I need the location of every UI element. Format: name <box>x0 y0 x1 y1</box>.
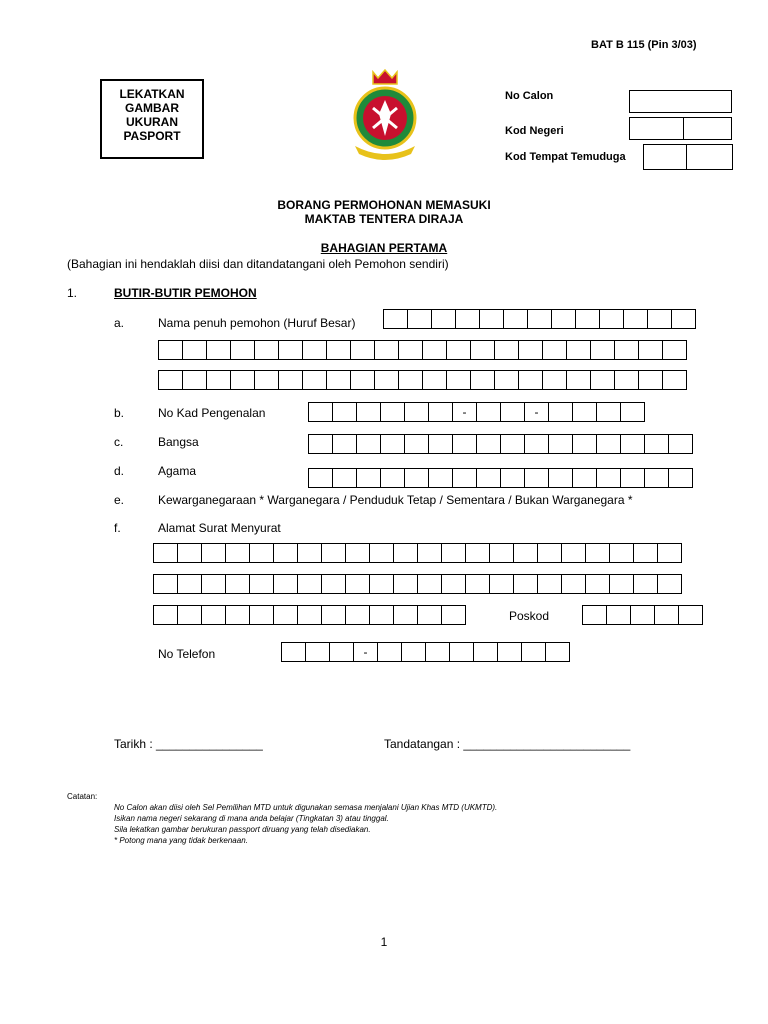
char-box[interactable] <box>393 605 418 625</box>
char-box[interactable] <box>489 543 514 563</box>
char-box[interactable] <box>254 340 279 360</box>
photo-text-line: PASPORT <box>123 129 181 143</box>
char-box[interactable] <box>545 642 570 662</box>
form-title-line-1: BORANG PERMOHONAN MEMASUKI <box>277 198 491 212</box>
section-title: BAHAGIAN PERTAMA <box>320 241 448 255</box>
char-box[interactable] <box>345 543 370 563</box>
char-box[interactable] <box>249 543 274 563</box>
char-box[interactable] <box>441 574 466 594</box>
char-box[interactable] <box>428 434 453 454</box>
char-box[interactable] <box>668 434 693 454</box>
char-box[interactable] <box>633 574 658 594</box>
no-calon-box[interactable] <box>629 90 732 113</box>
char-box[interactable] <box>407 309 432 329</box>
char-box[interactable] <box>518 370 543 390</box>
char-box[interactable] <box>596 402 621 422</box>
religion-input[interactable] <box>308 468 693 488</box>
char-box[interactable] <box>662 340 687 360</box>
char-box[interactable] <box>561 574 586 594</box>
form-title-line-2: MAKTAB TENTERA DIRAJA <box>304 212 464 226</box>
char-box[interactable] <box>273 574 298 594</box>
item-d-letter: d. <box>114 464 125 478</box>
ic-number-input[interactable] <box>308 402 645 422</box>
char-box[interactable] <box>572 468 597 488</box>
char-box[interactable] <box>470 370 495 390</box>
char-box[interactable] <box>153 574 178 594</box>
char-box[interactable] <box>671 309 696 329</box>
char-box[interactable] <box>551 309 576 329</box>
char-box[interactable] <box>380 434 405 454</box>
char-box[interactable] <box>230 340 255 360</box>
char-box[interactable] <box>201 574 226 594</box>
char-box[interactable] <box>561 543 586 563</box>
char-box[interactable] <box>182 370 207 390</box>
char-box[interactable] <box>417 605 442 625</box>
char-box[interactable] <box>369 605 394 625</box>
char-box[interactable] <box>225 543 250 563</box>
char-box[interactable] <box>332 468 357 488</box>
citizenship-options[interactable]: Kewarganegaraan * Warganegara / Penduduk Tetap / Sementara / Bukan Warganegara * <box>158 493 633 507</box>
char-box[interactable] <box>479 309 504 329</box>
char-box[interactable] <box>599 309 624 329</box>
char-box[interactable] <box>398 340 423 360</box>
char-box[interactable] <box>620 402 645 422</box>
char-box[interactable] <box>281 642 306 662</box>
note-line: * Potong mana yang tidak berkenaan. <box>114 836 248 845</box>
char-box[interactable] <box>393 543 418 563</box>
char-box[interactable] <box>278 370 303 390</box>
char-box[interactable] <box>500 434 525 454</box>
char-box[interactable] <box>404 402 429 422</box>
char-box[interactable] <box>537 574 562 594</box>
char-box[interactable] <box>585 543 610 563</box>
char-box[interactable] <box>374 340 399 360</box>
char-box[interactable] <box>302 340 327 360</box>
char-box[interactable] <box>582 605 607 625</box>
char-box[interactable] <box>494 370 519 390</box>
separator-box: - <box>452 402 477 422</box>
char-box[interactable] <box>374 370 399 390</box>
item-f-label: Alamat Surat Menyurat <box>158 521 281 535</box>
char-box[interactable] <box>441 605 466 625</box>
char-box[interactable] <box>201 605 226 625</box>
char-box[interactable] <box>566 340 591 360</box>
char-box[interactable] <box>548 434 573 454</box>
telefon-input[interactable] <box>281 642 570 662</box>
char-box[interactable] <box>380 402 405 422</box>
char-box[interactable] <box>404 434 429 454</box>
char-box[interactable] <box>273 605 298 625</box>
char-box[interactable] <box>446 370 471 390</box>
photo-text-line: GAMBAR <box>125 101 179 115</box>
item-b-letter: b. <box>114 406 125 420</box>
char-box[interactable] <box>377 642 402 662</box>
char-box[interactable] <box>326 370 351 390</box>
kod-tempat-box-1[interactable] <box>643 144 687 170</box>
char-box[interactable] <box>332 434 357 454</box>
char-box[interactable] <box>452 434 477 454</box>
char-box[interactable] <box>494 340 519 360</box>
char-box[interactable] <box>566 370 591 390</box>
char-box[interactable] <box>470 340 495 360</box>
char-box[interactable] <box>201 543 226 563</box>
kod-tempat-box-2[interactable] <box>686 144 733 170</box>
item-d-label: Agama <box>158 464 197 478</box>
char-box[interactable] <box>638 340 663 360</box>
char-box[interactable] <box>476 434 501 454</box>
char-box[interactable] <box>182 340 207 360</box>
char-box[interactable] <box>273 543 298 563</box>
char-box[interactable] <box>332 402 357 422</box>
char-box[interactable] <box>326 340 351 360</box>
section-note: (Bahagian ini hendaklah diisi dan ditandatangani oleh Pemohon sendiri) <box>67 257 449 271</box>
char-box[interactable] <box>422 370 447 390</box>
char-box[interactable] <box>662 370 687 390</box>
char-box[interactable] <box>657 574 682 594</box>
name-input-row-3[interactable] <box>158 370 687 390</box>
kod-negeri-label: Kod Negeri <box>505 125 564 137</box>
char-box[interactable] <box>606 605 631 625</box>
char-box[interactable] <box>590 370 615 390</box>
char-box[interactable] <box>302 370 327 390</box>
char-box[interactable] <box>455 309 480 329</box>
page-number: 1 <box>380 935 388 949</box>
char-box[interactable] <box>575 309 600 329</box>
char-box[interactable] <box>654 605 679 625</box>
char-box[interactable] <box>446 340 471 360</box>
char-box[interactable] <box>431 309 456 329</box>
char-box[interactable] <box>350 340 375 360</box>
char-box[interactable] <box>513 543 538 563</box>
char-box[interactable] <box>609 543 634 563</box>
note-line: Isikan nama negeri sekarang di mana anda belajar (Tingkatan 3) atau tinggal. <box>114 814 389 823</box>
address-input-row-3[interactable] <box>153 605 466 625</box>
char-box[interactable] <box>644 468 669 488</box>
char-box[interactable] <box>404 468 429 488</box>
char-box[interactable] <box>623 309 648 329</box>
note-line: Sila lekatkan gambar berukuran passport diruang yang telah disediakan. <box>114 825 371 834</box>
separator-box: - <box>524 402 549 422</box>
char-box[interactable] <box>473 642 498 662</box>
note-line: No Calon akan diisi oleh Sel Pemilihan MTD untuk digunakan semasa menjalani Ujian Khas MTD (UKMTD). <box>114 803 498 812</box>
char-box[interactable] <box>428 402 453 422</box>
char-box[interactable] <box>417 574 442 594</box>
char-box[interactable] <box>417 543 442 563</box>
char-box[interactable] <box>572 402 597 422</box>
item-a-letter: a. <box>114 316 125 330</box>
char-box[interactable] <box>521 642 546 662</box>
char-box[interactable] <box>249 605 274 625</box>
form-code: BAT B 115 (Pin 3/03) <box>591 39 697 51</box>
char-box[interactable] <box>153 605 178 625</box>
char-box[interactable] <box>542 340 567 360</box>
char-box[interactable] <box>524 434 549 454</box>
char-box[interactable] <box>527 309 552 329</box>
photo-text-line: UKURAN <box>126 115 178 129</box>
char-box[interactable] <box>177 574 202 594</box>
address-input-row-1[interactable] <box>153 543 682 563</box>
photo-text-line: LEKATKAN <box>119 87 185 101</box>
char-box[interactable] <box>441 543 466 563</box>
char-box[interactable] <box>476 468 501 488</box>
telefon-label: No Telefon <box>158 647 216 661</box>
char-box[interactable] <box>345 574 370 594</box>
char-box[interactable] <box>585 574 610 594</box>
char-box[interactable] <box>158 370 183 390</box>
char-box[interactable] <box>465 574 490 594</box>
char-box[interactable] <box>500 468 525 488</box>
char-box[interactable] <box>321 574 346 594</box>
military-college-crest-emblem <box>345 66 425 166</box>
char-box[interactable] <box>350 370 375 390</box>
char-box[interactable] <box>422 340 447 360</box>
char-box[interactable] <box>500 402 525 422</box>
char-box[interactable] <box>638 370 663 390</box>
char-box[interactable] <box>614 370 639 390</box>
char-box[interactable] <box>356 468 381 488</box>
photo-placeholder-box[interactable] <box>100 79 204 159</box>
char-box[interactable] <box>308 434 333 454</box>
char-box[interactable] <box>644 434 669 454</box>
item-c-letter: c. <box>114 435 124 449</box>
char-box[interactable] <box>401 642 426 662</box>
kod-tempat-label: Kod Tempat Temuduga <box>505 151 626 163</box>
char-box[interactable] <box>321 543 346 563</box>
char-box[interactable] <box>345 605 370 625</box>
char-box[interactable] <box>393 574 418 594</box>
item-e-letter: e. <box>114 493 125 507</box>
char-box[interactable] <box>614 340 639 360</box>
char-box[interactable] <box>329 642 354 662</box>
tandatangan-field[interactable]: Tandatangan : _________________________ <box>384 737 631 751</box>
race-input[interactable] <box>308 434 693 454</box>
char-box[interactable] <box>297 543 322 563</box>
char-box[interactable] <box>548 468 573 488</box>
char-box[interactable] <box>518 340 543 360</box>
char-box[interactable] <box>548 402 573 422</box>
item-c-label: Bangsa <box>158 435 199 449</box>
char-box[interactable] <box>647 309 672 329</box>
char-box[interactable] <box>452 468 477 488</box>
char-box[interactable] <box>497 642 522 662</box>
char-box[interactable] <box>153 543 178 563</box>
char-box[interactable] <box>369 574 394 594</box>
char-box[interactable] <box>206 340 231 360</box>
char-box[interactable] <box>254 370 279 390</box>
item-f-letter: f. <box>114 521 121 535</box>
char-box[interactable] <box>620 468 645 488</box>
kod-negeri-box-1[interactable] <box>629 117 684 140</box>
char-box[interactable] <box>537 543 562 563</box>
char-box[interactable] <box>668 468 693 488</box>
kod-negeri-box-2[interactable] <box>683 117 732 140</box>
char-box[interactable] <box>305 642 330 662</box>
char-box[interactable] <box>177 605 202 625</box>
char-box[interactable] <box>321 605 346 625</box>
char-box[interactable] <box>369 543 394 563</box>
separator-box: - <box>353 642 378 662</box>
item-a-label: Nama penuh pemohon (Huruf Besar) <box>158 316 356 330</box>
char-box[interactable] <box>489 574 514 594</box>
poskod-input[interactable] <box>582 605 703 625</box>
char-box[interactable] <box>383 309 408 329</box>
char-box[interactable] <box>596 434 621 454</box>
char-box[interactable] <box>425 642 450 662</box>
name-input-row-1[interactable] <box>383 309 696 329</box>
char-box[interactable] <box>398 370 423 390</box>
char-box[interactable] <box>356 434 381 454</box>
tarikh-field[interactable]: Tarikh : ________________ <box>114 737 263 751</box>
char-box[interactable] <box>465 543 490 563</box>
no-calon-label: No Calon <box>505 90 554 102</box>
char-box[interactable] <box>476 402 501 422</box>
char-box[interactable] <box>278 340 303 360</box>
char-box[interactable] <box>596 468 621 488</box>
char-box[interactable] <box>590 340 615 360</box>
poskod-label: Poskod <box>509 609 550 623</box>
char-box[interactable] <box>206 370 231 390</box>
char-box[interactable] <box>308 402 333 422</box>
part-number: 1. <box>67 286 78 300</box>
char-box[interactable] <box>308 468 333 488</box>
char-box[interactable] <box>158 340 183 360</box>
char-box[interactable] <box>380 468 405 488</box>
char-box[interactable] <box>678 605 703 625</box>
name-input-row-2[interactable] <box>158 340 687 360</box>
char-box[interactable] <box>356 402 381 422</box>
char-box[interactable] <box>542 370 567 390</box>
char-box[interactable] <box>524 468 549 488</box>
char-box[interactable] <box>225 605 250 625</box>
char-box[interactable] <box>620 434 645 454</box>
char-box[interactable] <box>572 434 597 454</box>
char-box[interactable] <box>630 605 655 625</box>
char-box[interactable] <box>177 543 202 563</box>
char-box[interactable] <box>428 468 453 488</box>
char-box[interactable] <box>503 309 528 329</box>
char-box[interactable] <box>633 543 658 563</box>
char-box[interactable] <box>297 574 322 594</box>
char-box[interactable] <box>249 574 274 594</box>
char-box[interactable] <box>230 370 255 390</box>
address-input-row-2[interactable] <box>153 574 682 594</box>
char-box[interactable] <box>657 543 682 563</box>
char-box[interactable] <box>297 605 322 625</box>
char-box[interactable] <box>513 574 538 594</box>
item-b-label: No Kad Pengenalan <box>158 406 266 420</box>
catatan-title: Catatan: <box>67 792 98 801</box>
char-box[interactable] <box>449 642 474 662</box>
char-box[interactable] <box>225 574 250 594</box>
part-title: BUTIR-BUTIR PEMOHON <box>114 286 257 300</box>
char-box[interactable] <box>609 574 634 594</box>
